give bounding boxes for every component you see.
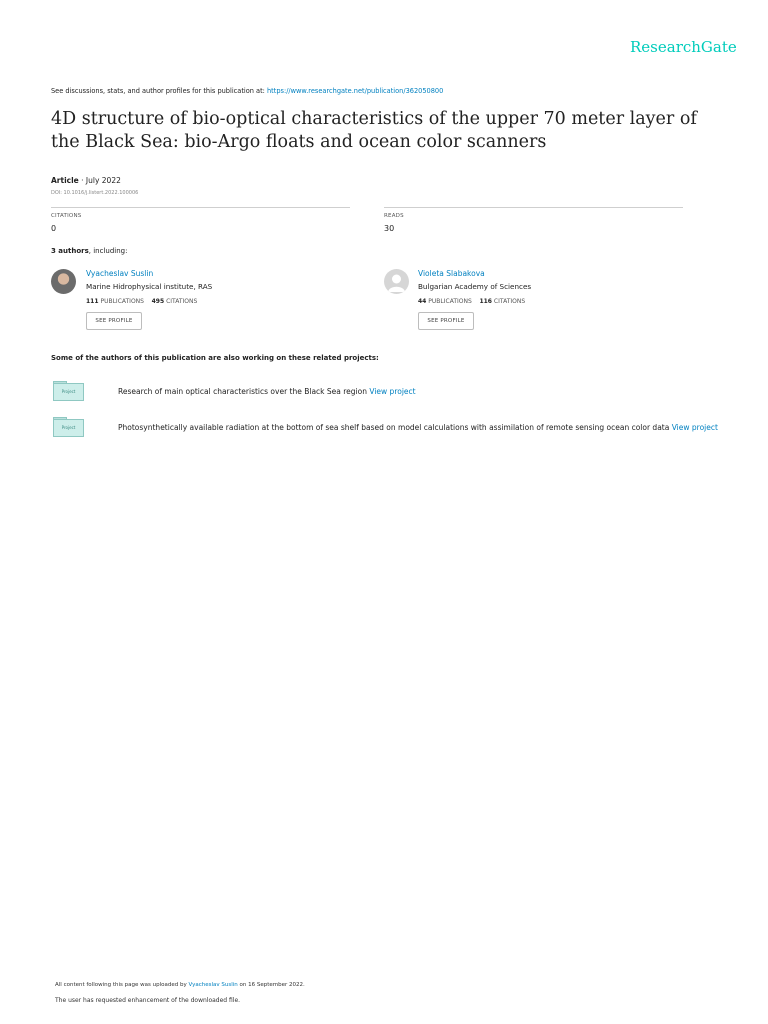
authors-count: 3 authors (51, 247, 89, 255)
publications-count: 44 (418, 298, 427, 305)
citations-count: 116 (479, 298, 492, 305)
citations-label: CITATIONS (166, 298, 198, 305)
project-title: Research of main optical characteristics over the Black Sea region (118, 387, 370, 396)
publications-count: 111 (86, 298, 99, 305)
article-date: · July 2022 (78, 176, 121, 185)
project-badge: Project (53, 383, 84, 401)
publications-label: PUBLICATIONS (428, 298, 472, 305)
citations-value: 0 (51, 224, 57, 233)
authors-suffix: , including: (88, 247, 128, 255)
user-silhouette-icon (384, 269, 409, 294)
view-project-link[interactable]: View project (369, 387, 416, 396)
doi: DOI: 10.1016/j.listert.2022.100006 (51, 190, 139, 196)
see-profile-button[interactable]: SEE PROFILE (86, 312, 142, 330)
authors-heading (51, 247, 127, 255)
upload-suffix: on 16 September 2022. (237, 982, 305, 988)
see-profile-button[interactable]: SEE PROFILE (418, 312, 474, 330)
article-meta (51, 176, 121, 185)
discussion-prefix: See discussions, stats, and author profiles for this publication at: (51, 87, 267, 95)
avatar-placeholder[interactable] (384, 269, 409, 294)
citations-label: CITATIONS (493, 298, 526, 305)
publication-url-link[interactable]: https://www.researchgate.net/publication/362050800 (267, 87, 444, 95)
view-project-link[interactable]: View project (671, 423, 718, 432)
author-stats (418, 298, 525, 305)
project-item (118, 423, 718, 432)
project-title: Photosynthetically available radiation at the bottom of sea shelf based on model calculations with assimilation of remote sensing ocean color data (118, 423, 672, 432)
author-stats (86, 298, 197, 305)
divider-citations (51, 207, 350, 208)
project-folder-icon[interactable] (53, 381, 83, 400)
divider-reads (384, 207, 683, 208)
discussion-line (51, 87, 443, 95)
citations-label: CITATIONS (51, 213, 82, 219)
citations-count: 495 (151, 298, 165, 305)
researchgate-logo[interactable]: ResearchGate (630, 38, 737, 56)
related-projects-heading: Some of the authors of this publication are also working on these related projects: (51, 354, 379, 362)
reads-label: READS (384, 213, 404, 219)
project-badge: Project (53, 419, 84, 437)
project-item (118, 387, 416, 396)
upload-prefix: All content following this page was uploaded by (55, 982, 189, 988)
author-institution: Bulgarian Academy of Sciences (418, 282, 532, 291)
publication-title: 4D structure of bio-optical characteristics of the upper 70 meter layer of the Black Sea: bio-Argo floats and ocean color scanners (51, 109, 697, 152)
publications-label: PUBLICATIONS (100, 298, 144, 305)
uploader-link[interactable]: Vyacheslav Suslin (188, 982, 238, 988)
avatar[interactable] (51, 269, 76, 294)
upload-note (55, 982, 305, 988)
project-folder-icon[interactable] (53, 417, 83, 436)
reads-value: 30 (384, 224, 395, 233)
author-institution: Marine Hidrophysical institute, RAS (86, 282, 213, 291)
author-name-link[interactable]: Violeta Slabakova (418, 269, 485, 278)
article-type: Article (51, 176, 79, 185)
author-name-link[interactable]: Vyacheslav Suslin (86, 269, 154, 278)
enhancement-note: The user has requested enhancement of the downloaded file. (55, 997, 241, 1004)
